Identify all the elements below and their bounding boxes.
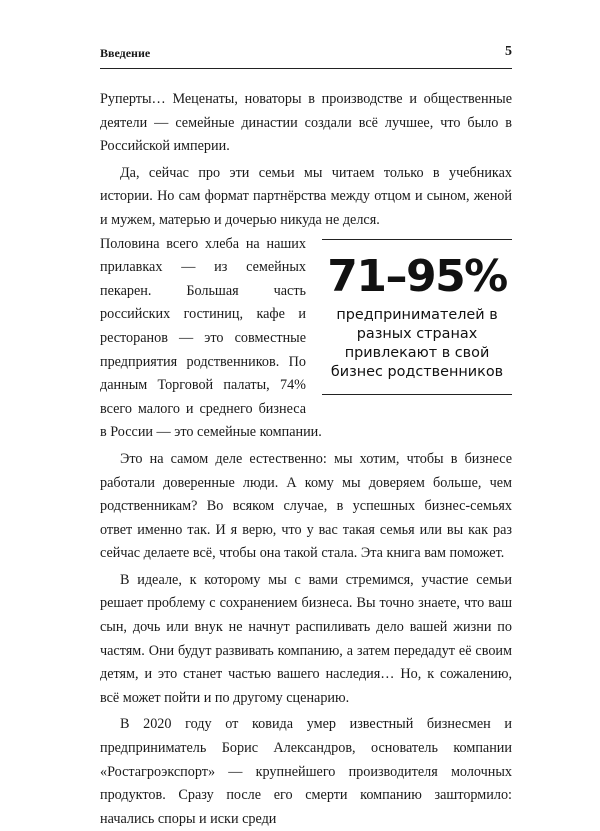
paragraph: В 2020 году от ковида умер известный бизнесмен и предприниматель Борис Александров, основатель компании «Ростагроэкспорт» — крупнейшего производителя молочных продуктов. Сразу после его смерти компанию заштормило: начались споры и иски среди [100,716,512,827]
paragraph: В идеале, к которому мы с вами стремимся, участие семьи решает проблему с сохранением бизнеса. Вы точно знаете, что ваш сын, дочь или внук не начнут распиливать дело вашей жизни по частям. Они будут развивать компанию, а затем передадут её своим детям, и это станет частью вашего наследия… Но, к сожалению, всё может пойти и по другому сценарию. [100,571,512,706]
paragraph: Руперты… Меценаты, новаторы в производстве и общественные деятели — семейные династии создали всё лучшее, что было в Российской империи. [100,91,512,155]
paragraph: Половина всего хлеба на наших прилавках — из семейных пекарен. Большая часть российских гостиниц, кафе и ресторанов — это совместные предприятия родственников. По данным Торговой палаты, 74% всего малого и среднего бизнеса в России — это семейные компании. [100,235,322,441]
paragraph: Да, сейчас про эти семьи мы читаем только в учебниках истории. Но сам формат партнёрства между отцом и сыном, женой и мужем, матерью и дочерью никуда не делся. [100,164,512,228]
book-page [100,0,512,827]
page-number: 5 [505,44,512,59]
statistic-callout [322,239,512,395]
body-text [100,88,512,831]
paragraph: Это на самом деле естественно: мы хотим, чтобы в бизнесе работали доверенные люди. А кому мы доверяем больше, чем родственникам? Во всяком случае, в успешных бизнес-семьях ответ именно так. И я верю, что у вас такая семья или вы как раз сейчас делаете всё, чтобы она такой стала. Эта книга вам поможет. [100,450,512,562]
running-head [100,44,512,64]
callout-caption: предпринимателей в разных странах привлекают в свой бизнес родственников [330,306,504,380]
header-rule [100,68,512,69]
section-title: Введение [100,46,151,60]
callout-figure: 71–95% [327,250,507,302]
